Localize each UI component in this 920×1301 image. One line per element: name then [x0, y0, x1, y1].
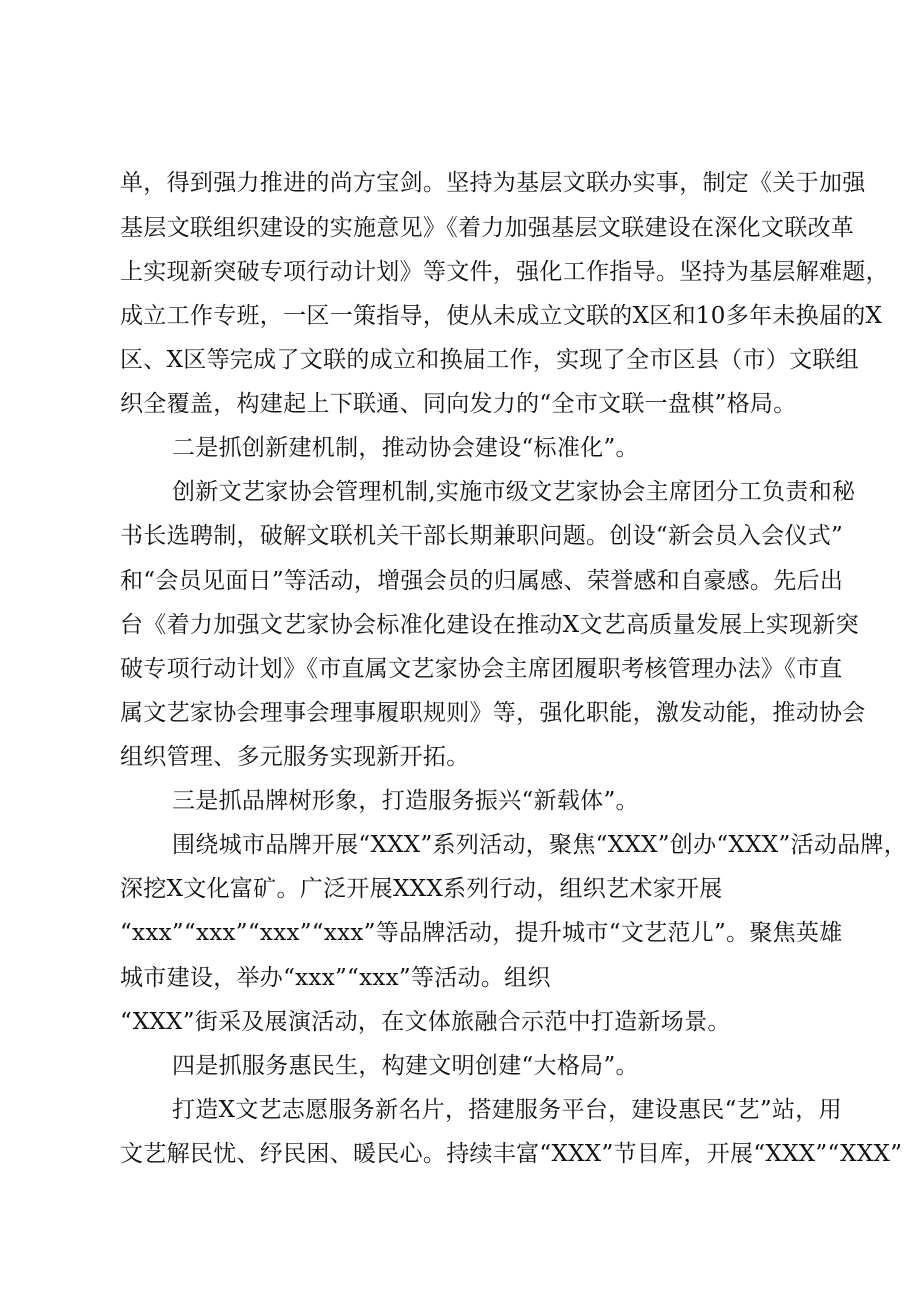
text-line: 文艺解民忧、纾民困、暖民心。持续丰富“XXX”节目库，开展“XXX”“XXX” — [120, 1141, 903, 1167]
text-line: “XXX”街采及展演活动，在文体旅融合示范中打造新场景。 — [120, 1009, 731, 1035]
paragraph-first-line: 围绕城市品牌开展“XXX”系列活动，聚焦“XXX”创办“XXX”活动品牌， — [172, 832, 908, 858]
text-line: 上实现新突破专项行动计划》等文件，强化工作指导。坚持为基层解难题， — [120, 259, 889, 285]
text-line: 和“会员见面日”等活动，增强会员的归属感、荣誉感和自豪感。先后出 — [120, 568, 844, 594]
paragraph-first-line: 创新文艺家协会管理机制,实施市级文艺家协会主席团分工负责和秘 — [172, 479, 856, 505]
text-line: “xxx”“xxx”“xxx”“xxx”等品牌活动，提升城市“文艺范儿”。聚焦英雄 — [120, 920, 843, 946]
paragraph-first-line: 打造X文艺志愿服务新名片，搭建服务平台，建设惠民“艺”站，用 — [172, 1097, 842, 1123]
text-line: 深挖X文化富矿。广泛开展XXX系列行动，组织艺术家开展 — [120, 876, 723, 902]
text-line: 组织管理、多元服务实现新开拓。 — [120, 744, 470, 770]
section-heading: 三是抓品牌树形象，打造服务振兴“新载体”。 — [172, 788, 639, 814]
text-line: 成立工作专班，一区一策指导，使从未成立文联的X区和10多年未换届的X — [120, 303, 883, 329]
text-line: 属文艺家协会理事会理事履职规则》等，强化职能，激发动能，推动协会 — [120, 700, 866, 726]
text-line: 书长选聘制，破解文联机关干部长期兼职问题。创设“新会员入会仪式” — [120, 523, 844, 549]
text-line: 城市建设，举办“xxx”“xxx”等活动。组织 — [120, 965, 551, 991]
text-line: 基层文联组织建设的实施意见》《着力加强基层文联建设在深化文联改革 — [120, 215, 855, 241]
section-heading: 四是抓服务惠民生，构建文明创建“大格局”。 — [172, 1053, 639, 1079]
text-line: 织全覆盖，构建起上下联通、同向发力的“全市文联一盘棋”格局。 — [120, 391, 797, 417]
text-line: 区、X区等完成了文联的成立和换届工作，实现了全市区县（市）文联组 — [120, 347, 859, 373]
text-line: 单，得到强力推进的尚方宝剑。坚持为基层文联办实事，制定《关于加强 — [120, 170, 866, 196]
text-line: 破专项行动计划》《市直属文艺家协会主席团履职考核管理办法》《市直 — [120, 656, 843, 682]
section-heading: 二是抓创新建机制，推动协会建设“标准化”。 — [172, 435, 639, 461]
text-line: 台《着力加强文艺家协会标准化建设在推动X文艺高质量发展上实现新突 — [120, 612, 859, 638]
